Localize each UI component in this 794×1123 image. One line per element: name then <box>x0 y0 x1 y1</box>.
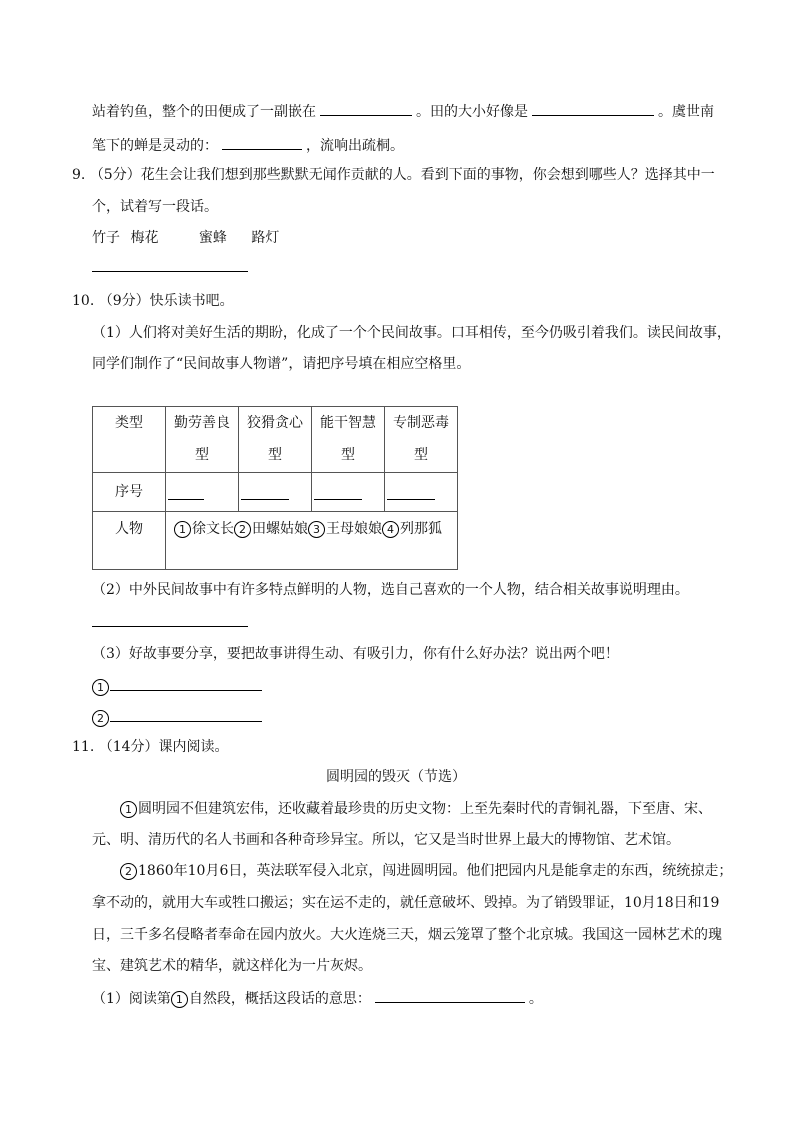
circled-number: 1 <box>120 801 137 818</box>
answer-blank[interactable] <box>110 676 262 691</box>
circled-number: 2 <box>120 863 137 880</box>
type-label: 能干智慧 <box>320 415 376 431</box>
circled-number: 3 <box>308 521 325 538</box>
circled-number: 1 <box>92 679 109 696</box>
type-label: 型 <box>195 447 209 463</box>
item-plum: 梅花 <box>130 230 159 246</box>
answer-cell[interactable] <box>239 473 312 512</box>
type-cell <box>385 407 458 473</box>
passage-text: 拿不动的，就用大车或牲口搬运；实在运不走的，就任意破坏、毁掉。为了销毁罪证，10月18日和19 <box>92 895 720 911</box>
item-bee: 蜜蜂 <box>198 230 227 246</box>
q8-line-1 <box>92 101 714 121</box>
person-name: 列那狐 <box>400 521 442 537</box>
answer-blank[interactable] <box>241 483 289 500</box>
question-score: （9分） <box>98 293 150 309</box>
q8-line-2 <box>92 135 404 155</box>
sub-question-text: 。 <box>528 991 543 1007</box>
answer-blank[interactable] <box>110 707 262 722</box>
sub-question-text: （1）阅读第 <box>92 991 171 1007</box>
passage-text: 圆明园不但建筑宏伟，还收藏着最珍贵的历史文物：上至先秦时代的青铜礼器，下至唐、宋、 <box>138 801 712 817</box>
item-bamboo: 竹子 <box>92 230 120 246</box>
person-name: 田螺姑娘 <box>252 521 308 537</box>
answer-blank[interactable] <box>222 135 302 150</box>
q10-answer-1 <box>92 676 266 696</box>
passage-text: 元、明、清历代的名人书画和各种奇珍异宝。所以，它又是当时世界上最大的博物馆、艺术馆。 <box>92 832 680 848</box>
folk-story-table <box>92 406 458 570</box>
para2-line-1 <box>120 862 732 880</box>
type-label: 专制恶毒 <box>393 415 449 431</box>
circled-number: 4 <box>382 521 399 538</box>
passage-title: 圆明园的毁灭（节选） <box>326 769 466 785</box>
answer-blank[interactable] <box>375 988 525 1003</box>
type-label: 型 <box>414 447 428 463</box>
q8-text: 笔下的蝉是灵动的： <box>92 138 218 154</box>
answer-blank[interactable] <box>387 483 435 500</box>
row-label: 序号 <box>115 484 143 500</box>
row-label-cell <box>93 473 166 512</box>
q9-stem <box>72 166 715 184</box>
q9-answer-line[interactable] <box>92 271 248 272</box>
sub-question-text: 自然段，概括这段话的意思： <box>188 991 371 1007</box>
q10-stem <box>72 292 234 310</box>
row-label: 人物 <box>115 521 143 537</box>
question-text: 个，试着写一段话。 <box>92 199 218 215</box>
answer-blank[interactable] <box>314 483 362 500</box>
question-number: 9. <box>72 167 86 183</box>
type-label: 型 <box>341 447 355 463</box>
question-score: （14分） <box>98 739 159 755</box>
table-header-label-cell <box>93 407 166 473</box>
q8-text: ，流响出疏桐。 <box>306 138 404 154</box>
para1-line-1 <box>120 800 712 818</box>
type-cell <box>312 407 385 473</box>
q10-p1-line: （1）人们将对美好生活的期盼，化成了一个个民间故事。口耳相传，至今仍吸引着我们。读民间故事， <box>92 325 731 341</box>
answer-cell[interactable] <box>385 473 458 512</box>
q10-answer-2 <box>92 707 266 727</box>
q8-text: 。虞世南 <box>658 104 714 120</box>
row-label-cell <box>93 512 166 570</box>
item-streetlight: 路灯 <box>251 230 280 246</box>
q8-text: 。田的大小好像是 <box>416 104 528 120</box>
answer-blank[interactable] <box>320 101 412 116</box>
q10-p2: （2）中外民间故事中有许多特点鲜明的人物，选自己喜欢的一个人物，结合相关故事说明理由。 <box>92 582 689 598</box>
q11-sub1 <box>92 988 543 1008</box>
person-name: 徐文长 <box>192 521 234 537</box>
circled-number: 2 <box>92 710 109 727</box>
circled-number: 1 <box>174 521 191 538</box>
person-name: 王母娘娘 <box>326 521 382 537</box>
circled-number: 2 <box>234 521 251 538</box>
q8-text: 站着钓鱼，整个的田便成了一副嵌在 <box>92 104 316 120</box>
circled-number: 1 <box>171 991 188 1008</box>
question-title: 课内阅读。 <box>158 739 229 755</box>
q9-items <box>92 229 279 247</box>
answer-cell[interactable] <box>312 473 385 512</box>
type-cell <box>239 407 312 473</box>
q10-p2-answer-line[interactable] <box>92 626 248 627</box>
passage-text: 宝、建筑艺术的精华，就这样化为一片灰烬。 <box>92 958 372 974</box>
question-text: 花生会让我们想到那些默默无闻作贡献的人。看到下面的事物，你会想到哪些人？选择其中一 <box>140 167 715 183</box>
answer-cell[interactable] <box>166 473 239 512</box>
type-label: 型 <box>268 447 282 463</box>
q10-p1-line: 同学们制作了“民间故事人物谱”，请把序号填在相应空格里。 <box>92 356 471 372</box>
question-score: （5分） <box>89 167 141 183</box>
table-header-label: 类型 <box>115 415 143 431</box>
q11-stem <box>72 738 229 756</box>
passage-text: 日，三千多名侵略者奉命在园内放火。大火连烧三天，烟云笼罩了整个北京城。我国这一园林艺术的瑰 <box>92 927 722 943</box>
question-number: 11. <box>72 739 95 755</box>
type-label: 狡猾贪心 <box>247 415 303 431</box>
passage-text: 1860年10月6日，英法联军侵入北京，闯进圆明园。他们把园内凡是能拿走的东西，统统掠走； <box>138 863 733 879</box>
question-title: 快乐读书吧。 <box>149 293 234 309</box>
answer-blank[interactable] <box>532 101 654 116</box>
question-number: 10. <box>72 293 95 309</box>
type-cell <box>166 407 239 473</box>
answer-blank[interactable] <box>168 483 204 500</box>
people-cell <box>166 512 458 570</box>
q10-p3: （3）好故事要分享，要把故事讲得生动、有吸引力，你有什么好办法？说出两个吧！ <box>92 646 619 662</box>
type-label: 勤劳善良 <box>174 415 230 431</box>
